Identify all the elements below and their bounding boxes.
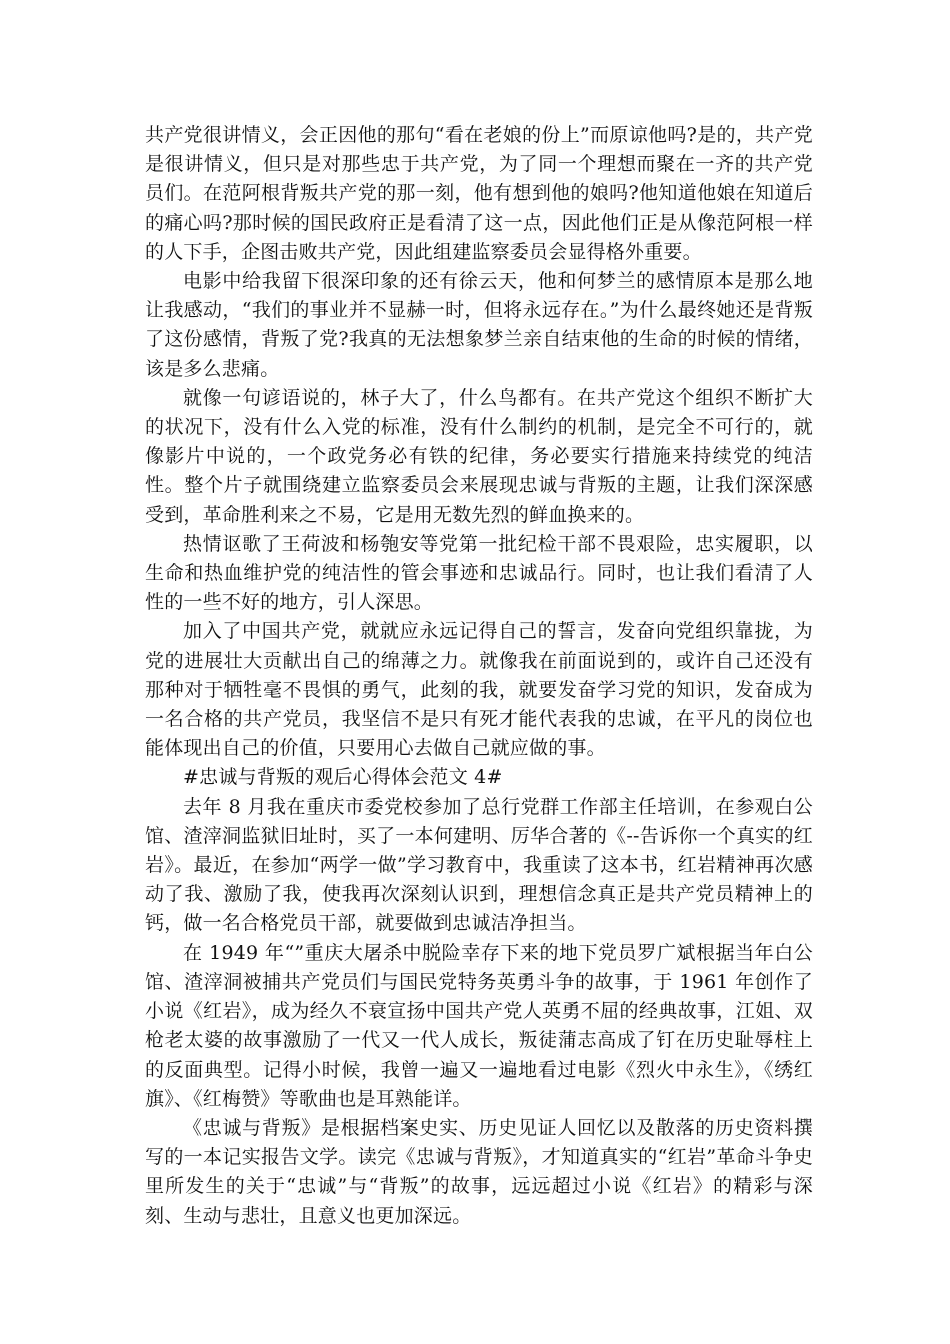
- paragraph-continuation: 共产党很讲情义，会正因他的那句“看在老娘的份上”而原谅他吗?是的，共产党是很讲情义，但只是对那些忠于共产党，为了同一个理想而聚在一齐的共产党员们。在范阿根背叛共产党的那一刻，他有想到他的娘吗?他知道他娘在知道后的痛心吗?那时候的国民政府正是看清了这一点，因此他们正是从像范阿根一样的人下手，企图击败共产党，因此组建监察委员会显得格外重要。: [145, 124, 813, 263]
- section-heading: #忠诚与背叛的观后心得体会范文 4#: [183, 766, 503, 789]
- paragraph-training: 去年 8 月我在重庆市委党校参加了总行党群工作部主任培训，在参观白公馆、渣滓洞监狱旧址时，买了一本何建明、厉华合著的《--告诉你一个真实的红岩》。最近，在参加“两学一做”学习教育中，我重读了这本书，红岩精神再次感动了我、激励了我，使我再次深刻认识到，理想信念真正是共产党员精神上的钙，做一名合格党员干部，就要做到忠诚洁净担当。: [145, 795, 813, 935]
- paragraph-proverb: 就像一句谚语说的，林子大了，什么鸟都有。在共产党这个组织不断扩大的状况下，没有什么入党的标准，没有什么制约的机制，是完全不可行的，就像影片中说的，一个政党务必有铁的纪律，务必要实行措施来持续党的纯洁性。整个片子就围绕建立监察委员会来展现忠诚与背叛的主题，让我们深深感受到，革命胜利来之不易，它是用无数先烈的鲜血换来的。: [145, 386, 813, 526]
- paragraph-1949: 在 1949 年“”重庆大屠杀中脱险幸存下来的地下党员罗广斌根据当年白公馆、渣滓洞被捕共产党员们与国民党特务英勇斗争的故事，于 1961 年创作了小说《红岩》，成为经久不衰宣扬中国共产党人英勇不屈的经典故事，江姐、双枪老太婆的故事激励了一代又一代人成长，叛徒蒲志高成了钉在历史耻辱柱上的反面典型。记得小时候，我曾一遍又一遍地看过电影《烈火中永生》，《绣红旗》、《红梅赞》等歌曲也是耳熟能详。: [145, 941, 813, 1110]
- paragraph-oath: 加入了中国共产党，就就应永远记得自己的誓言，发奋向党组织靠拢，为党的进展壮大贡献出自己的绵薄之力。就像我在前面说到的，或许自己还没有那种对于牺牲毫不畏惧的勇气，此刻的我，就要发奋学习党的知识，发奋成为一名合格的共产党员，我坚信不是只有死才能代表我的忠诚，在平凡的岗位也能体现出自己的价值，只要用心去做自己就应做的事。: [145, 620, 813, 760]
- paragraph-praise: 热情讴歌了王荷波和杨匏安等党第一批纪检干部不畏艰险，忠实履职，以生命和热血维护党的纯洁性的管会事迹和忠诚品行。同时，也让我们看清了人性的一些不好的地方，引人深思。: [145, 532, 813, 614]
- document-body: [145, 121, 813, 1231]
- paragraph-book-review: 《忠诚与背叛》是根据档案史实、历史见证人回忆以及散落的历史资料撰写的一本记实报告文学。读完《忠诚与背叛》，才知道真实的“红岩”革命斗争史里所发生的关于“忠诚”与“背叛”的故事，远远超过小说《红岩》的精彩与深刻、生动与悲壮，且意义也更加深远。: [145, 1116, 813, 1227]
- paragraph-xu-yuntian: 电影中给我留下很深印象的还有徐云天，他和何梦兰的感情原本是那么地让我感动，“我们的事业并不显赫一时，但将永远存在。”为什么最终她还是背叛了这份感情，背叛了党?我真的无法想象梦兰亲自结束他的生命的时候的情绪，该是多么悲痛。: [145, 270, 813, 380]
